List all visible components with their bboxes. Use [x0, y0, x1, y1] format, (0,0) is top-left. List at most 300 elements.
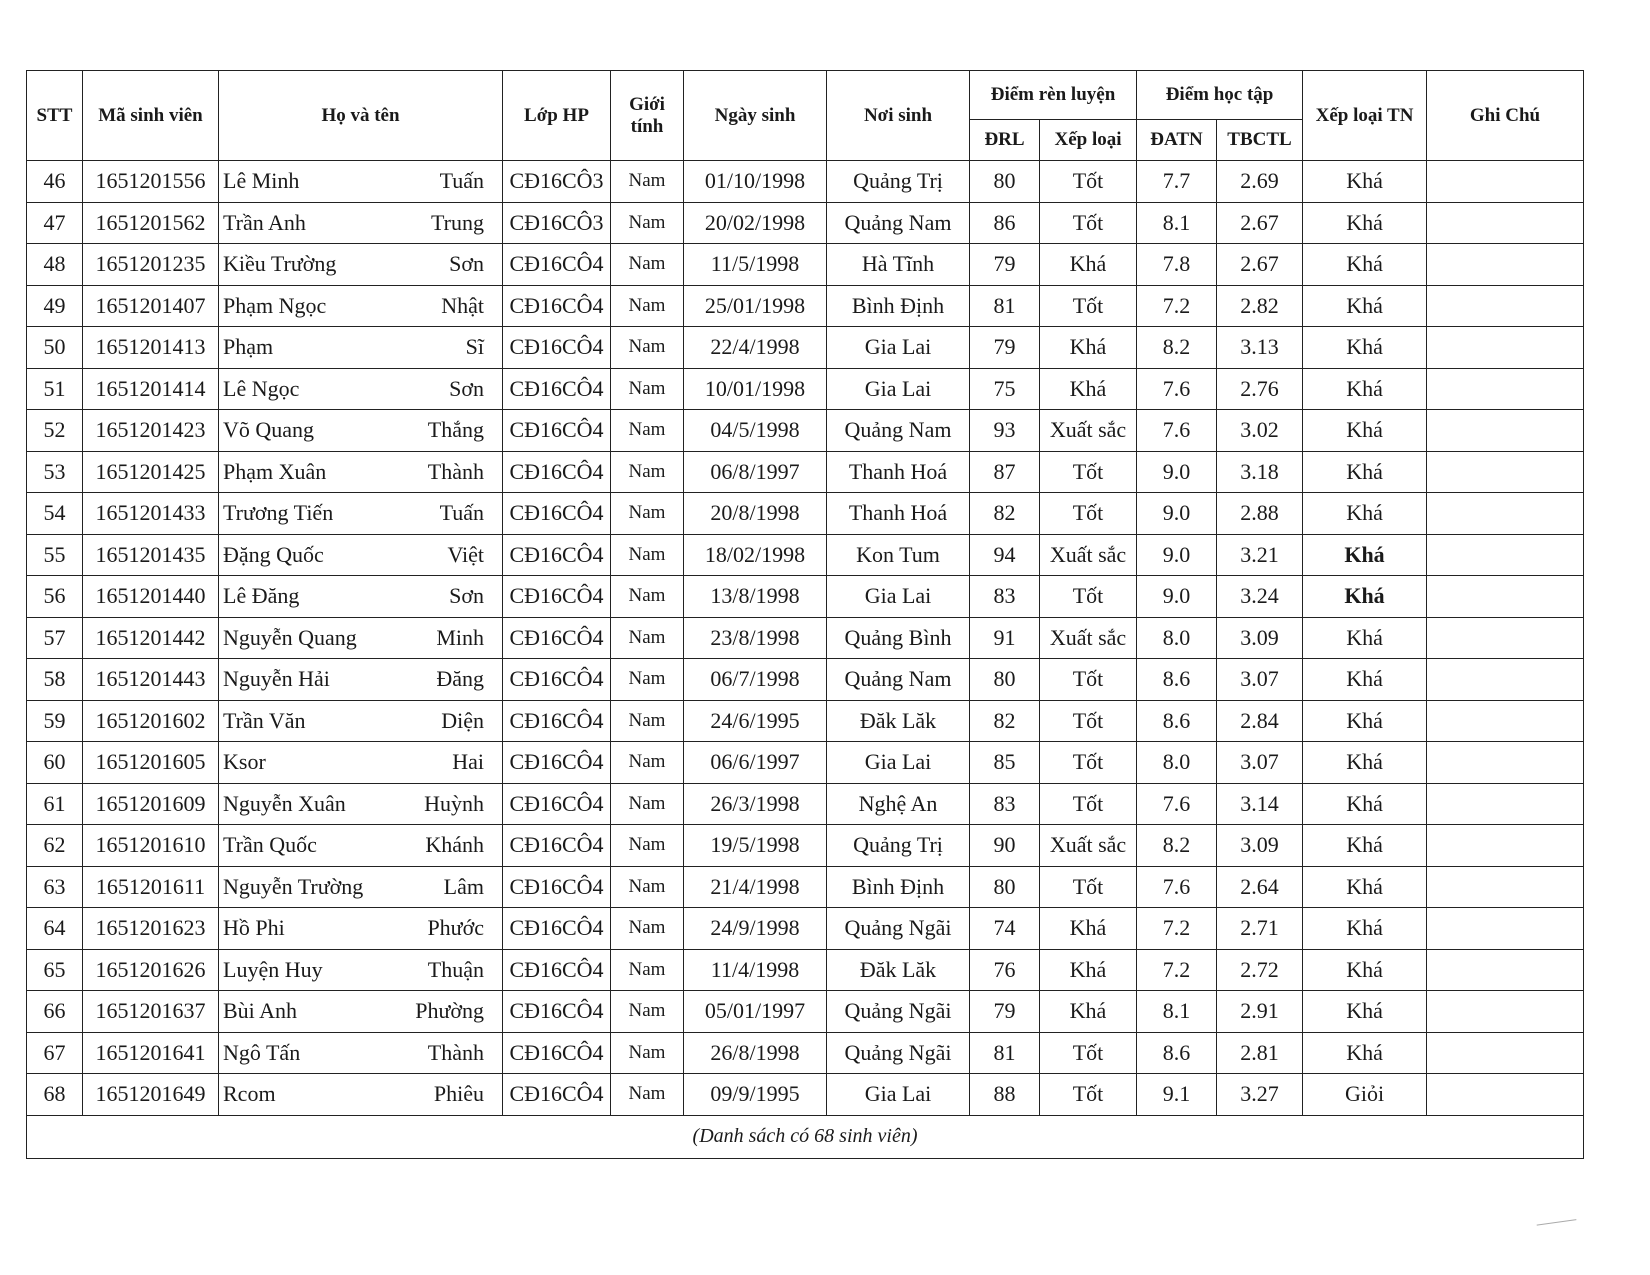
cell-student-id: 1651201433	[83, 493, 219, 535]
cell-stt: 51	[27, 368, 83, 410]
cell-graduation-rank: Khá	[1303, 327, 1427, 369]
cell-notes	[1427, 617, 1584, 659]
cell-gender: Nam	[611, 576, 684, 618]
cell-datn: 7.6	[1137, 410, 1217, 452]
cell-gender: Nam	[611, 285, 684, 327]
cell-datn: 8.6	[1137, 659, 1217, 701]
cell-notes	[1427, 161, 1584, 203]
cell-conduct-rank: Xuất sắc	[1040, 825, 1137, 867]
cell-gender: Nam	[611, 783, 684, 825]
cell-class: CĐ16CÔ3	[503, 161, 611, 203]
cell-drl: 93	[970, 410, 1040, 452]
cell-student-id: 1651201637	[83, 991, 219, 1033]
cell-graduation-rank: Khá	[1303, 742, 1427, 784]
cell-class: CĐ16CÔ3	[503, 202, 611, 244]
first-name: Thành	[427, 458, 484, 484]
cell-class: CĐ16CÔ4	[503, 327, 611, 369]
cell-graduation-rank: Khá	[1303, 866, 1427, 908]
first-name: Diện	[441, 707, 484, 733]
cell-class: CĐ16CÔ4	[503, 700, 611, 742]
cell-drl: 90	[970, 825, 1040, 867]
cell-class: CĐ16CÔ4	[503, 783, 611, 825]
cell-birthdate: 24/6/1995	[684, 700, 827, 742]
table-row	[27, 576, 1584, 618]
cell-birthplace: Bình Định	[827, 285, 970, 327]
cell-birthdate: 11/5/1998	[684, 244, 827, 286]
cell-datn: 7.8	[1137, 244, 1217, 286]
last-middle-name: Ngô Tấn	[223, 1039, 301, 1065]
cell-tbctl: 3.07	[1217, 659, 1303, 701]
cell-notes	[1427, 368, 1584, 410]
cell-notes	[1427, 451, 1584, 493]
header-tbctl: TBCTL	[1217, 120, 1303, 161]
cell-graduation-rank: Khá	[1303, 576, 1427, 618]
cell-gender: Nam	[611, 1032, 684, 1074]
cell-gender: Nam	[611, 991, 684, 1033]
cell-conduct-rank: Khá	[1040, 327, 1137, 369]
cell-gender: Nam	[611, 327, 684, 369]
cell-birthdate: 04/5/1998	[684, 410, 827, 452]
cell-student-id: 1651201609	[83, 783, 219, 825]
cell-full-name	[219, 825, 503, 867]
cell-graduation-rank: Khá	[1303, 244, 1427, 286]
cell-gender: Nam	[611, 617, 684, 659]
cell-full-name	[219, 1032, 503, 1074]
last-middle-name: Nguyễn Hải	[223, 666, 330, 692]
cell-graduation-rank: Khá	[1303, 493, 1427, 535]
first-name: Phước	[427, 915, 484, 941]
cell-notes	[1427, 202, 1584, 244]
first-name: Lâm	[443, 873, 484, 899]
cell-class: CĐ16CÔ4	[503, 285, 611, 327]
table-row	[27, 825, 1584, 867]
last-middle-name: Rcom	[223, 1081, 276, 1107]
cell-student-id: 1651201562	[83, 202, 219, 244]
cell-full-name	[219, 866, 503, 908]
cell-drl: 88	[970, 1074, 1040, 1116]
cell-birthplace: Quảng Nam	[827, 202, 970, 244]
cell-notes	[1427, 1074, 1584, 1116]
last-middle-name: Trần Quốc	[223, 832, 317, 858]
first-name: Sơn	[449, 375, 484, 401]
cell-student-id: 1651201425	[83, 451, 219, 493]
table-body	[27, 161, 1584, 1116]
cell-birthdate: 19/5/1998	[684, 825, 827, 867]
cell-tbctl: 2.64	[1217, 866, 1303, 908]
cell-full-name	[219, 617, 503, 659]
pen-mark	[1534, 1197, 1577, 1225]
cell-class: CĐ16CÔ4	[503, 659, 611, 701]
last-middle-name: Trần Anh	[223, 209, 306, 235]
cell-student-id: 1651201442	[83, 617, 219, 659]
cell-class: CĐ16CÔ4	[503, 1032, 611, 1074]
cell-full-name	[219, 949, 503, 991]
cell-class: CĐ16CÔ4	[503, 244, 611, 286]
cell-birthdate: 26/8/1998	[684, 1032, 827, 1074]
table-row	[27, 410, 1584, 452]
table-row	[27, 161, 1584, 203]
last-middle-name: Phạm	[223, 334, 274, 360]
cell-datn: 8.2	[1137, 327, 1217, 369]
cell-full-name	[219, 368, 503, 410]
cell-birthplace: Đăk Lăk	[827, 949, 970, 991]
cell-drl: 79	[970, 244, 1040, 286]
cell-birthplace: Kon Tum	[827, 534, 970, 576]
table-row	[27, 700, 1584, 742]
cell-drl: 83	[970, 576, 1040, 618]
cell-student-id: 1651201443	[83, 659, 219, 701]
cell-graduation-rank: Giỏi	[1303, 1074, 1427, 1116]
cell-tbctl: 3.02	[1217, 410, 1303, 452]
cell-tbctl: 3.14	[1217, 783, 1303, 825]
cell-stt: 65	[27, 949, 83, 991]
cell-graduation-rank: Khá	[1303, 534, 1427, 576]
cell-birthdate: 06/7/1998	[684, 659, 827, 701]
cell-birthplace: Gia Lai	[827, 576, 970, 618]
cell-birthdate: 11/4/1998	[684, 949, 827, 991]
cell-notes	[1427, 1032, 1584, 1074]
cell-birthdate: 05/01/1997	[684, 991, 827, 1033]
cell-birthplace: Nghệ An	[827, 783, 970, 825]
cell-birthdate: 13/8/1998	[684, 576, 827, 618]
cell-drl: 80	[970, 866, 1040, 908]
cell-tbctl: 2.82	[1217, 285, 1303, 327]
cell-conduct-rank: Khá	[1040, 368, 1137, 410]
cell-tbctl: 3.09	[1217, 825, 1303, 867]
last-middle-name: Hồ Phi	[223, 915, 285, 941]
cell-full-name	[219, 576, 503, 618]
cell-graduation-rank: Khá	[1303, 368, 1427, 410]
cell-student-id: 1651201414	[83, 368, 219, 410]
cell-graduation-rank: Khá	[1303, 285, 1427, 327]
cell-gender: Nam	[611, 866, 684, 908]
cell-stt: 56	[27, 576, 83, 618]
cell-birthplace: Thanh Hoá	[827, 451, 970, 493]
cell-datn: 7.2	[1137, 949, 1217, 991]
cell-student-id: 1651201626	[83, 949, 219, 991]
cell-graduation-rank: Khá	[1303, 991, 1427, 1033]
first-name: Thuận	[427, 956, 484, 982]
cell-drl: 81	[970, 1032, 1040, 1074]
first-name: Huỳnh	[424, 790, 484, 816]
cell-gender: Nam	[611, 493, 684, 535]
first-name: Tuấn	[439, 500, 484, 526]
header-datn: ĐATN	[1137, 120, 1217, 161]
cell-class: CĐ16CÔ4	[503, 1074, 611, 1116]
cell-birthdate: 21/4/1998	[684, 866, 827, 908]
cell-graduation-rank: Khá	[1303, 451, 1427, 493]
last-middle-name: Trương Tiến	[223, 500, 334, 526]
last-middle-name: Đặng Quốc	[223, 541, 324, 567]
cell-student-id: 1651201602	[83, 700, 219, 742]
cell-tbctl: 2.69	[1217, 161, 1303, 203]
cell-student-id: 1651201610	[83, 825, 219, 867]
cell-tbctl: 3.13	[1217, 327, 1303, 369]
cell-stt: 59	[27, 700, 83, 742]
cell-full-name	[219, 700, 503, 742]
cell-graduation-rank: Khá	[1303, 659, 1427, 701]
cell-gender: Nam	[611, 949, 684, 991]
cell-conduct-rank: Tốt	[1040, 783, 1137, 825]
last-middle-name: Lê Minh	[223, 168, 300, 194]
cell-stt: 64	[27, 908, 83, 950]
first-name: Phường	[415, 998, 484, 1024]
last-middle-name: Ksor	[223, 749, 266, 775]
cell-gender: Nam	[611, 202, 684, 244]
cell-graduation-rank: Khá	[1303, 410, 1427, 452]
cell-datn: 7.2	[1137, 285, 1217, 327]
cell-class: CĐ16CÔ4	[503, 825, 611, 867]
cell-class: CĐ16CÔ4	[503, 493, 611, 535]
last-middle-name: Nguyễn Quang	[223, 624, 357, 650]
cell-drl: 83	[970, 783, 1040, 825]
table-row	[27, 202, 1584, 244]
cell-class: CĐ16CÔ4	[503, 949, 611, 991]
first-name: Hai	[452, 749, 484, 775]
cell-drl: 79	[970, 991, 1040, 1033]
last-middle-name: Phạm Ngọc	[223, 292, 327, 318]
cell-full-name	[219, 991, 503, 1033]
cell-birthplace: Gia Lai	[827, 1074, 970, 1116]
cell-birthplace: Quảng Ngãi	[827, 991, 970, 1033]
cell-notes	[1427, 742, 1584, 784]
cell-datn: 8.6	[1137, 700, 1217, 742]
cell-birthplace: Quảng Trị	[827, 825, 970, 867]
cell-gender: Nam	[611, 244, 684, 286]
cell-full-name	[219, 659, 503, 701]
table-row	[27, 617, 1584, 659]
cell-student-id: 1651201407	[83, 285, 219, 327]
cell-notes	[1427, 534, 1584, 576]
last-middle-name: Nguyễn Trường	[223, 873, 364, 899]
table-row	[27, 285, 1584, 327]
cell-notes	[1427, 576, 1584, 618]
cell-full-name	[219, 908, 503, 950]
last-middle-name: Lê Ngọc	[223, 375, 300, 401]
cell-drl: 86	[970, 202, 1040, 244]
cell-datn: 9.0	[1137, 576, 1217, 618]
cell-birthplace: Gia Lai	[827, 742, 970, 784]
cell-conduct-rank: Tốt	[1040, 1074, 1137, 1116]
table-row	[27, 368, 1584, 410]
cell-drl: 81	[970, 285, 1040, 327]
cell-conduct-rank: Tốt	[1040, 700, 1137, 742]
cell-gender: Nam	[611, 659, 684, 701]
cell-student-id: 1651201641	[83, 1032, 219, 1074]
cell-conduct-rank: Khá	[1040, 244, 1137, 286]
student-list-sheet	[26, 70, 1583, 1159]
table-row	[27, 908, 1584, 950]
cell-birthdate: 01/10/1998	[684, 161, 827, 203]
header-student-id: Mã sinh viên	[83, 71, 219, 161]
cell-conduct-rank: Xuất sắc	[1040, 534, 1137, 576]
cell-birthplace: Quảng Bình	[827, 617, 970, 659]
cell-tbctl: 2.84	[1217, 700, 1303, 742]
cell-full-name	[219, 534, 503, 576]
cell-notes	[1427, 659, 1584, 701]
cell-conduct-rank: Tốt	[1040, 202, 1137, 244]
graduation-table	[26, 70, 1584, 1159]
cell-gender: Nam	[611, 825, 684, 867]
cell-student-id: 1651201423	[83, 410, 219, 452]
cell-stt: 55	[27, 534, 83, 576]
first-name: Đăng	[436, 666, 484, 692]
cell-student-id: 1651201556	[83, 161, 219, 203]
cell-class: CĐ16CÔ4	[503, 368, 611, 410]
cell-gender: Nam	[611, 700, 684, 742]
cell-birthplace: Quảng Nam	[827, 410, 970, 452]
cell-drl: 80	[970, 659, 1040, 701]
table-row	[27, 742, 1584, 784]
cell-student-id: 1651201413	[83, 327, 219, 369]
table-row	[27, 1074, 1584, 1116]
cell-class: CĐ16CÔ4	[503, 534, 611, 576]
cell-stt: 67	[27, 1032, 83, 1074]
table-row	[27, 493, 1584, 535]
cell-student-id: 1651201611	[83, 866, 219, 908]
cell-birthplace: Quảng Ngãi	[827, 908, 970, 950]
cell-class: CĐ16CÔ4	[503, 991, 611, 1033]
cell-tbctl: 2.67	[1217, 244, 1303, 286]
cell-birthdate: 06/8/1997	[684, 451, 827, 493]
cell-stt: 68	[27, 1074, 83, 1116]
cell-notes	[1427, 908, 1584, 950]
cell-conduct-rank: Tốt	[1040, 285, 1137, 327]
first-name: Tuấn	[439, 168, 484, 194]
cell-stt: 53	[27, 451, 83, 493]
cell-conduct-rank: Tốt	[1040, 1032, 1137, 1074]
last-middle-name: Phạm Xuân	[223, 458, 327, 484]
cell-tbctl: 2.67	[1217, 202, 1303, 244]
cell-notes	[1427, 244, 1584, 286]
cell-tbctl: 3.24	[1217, 576, 1303, 618]
cell-stt: 47	[27, 202, 83, 244]
cell-drl: 91	[970, 617, 1040, 659]
cell-tbctl: 3.18	[1217, 451, 1303, 493]
cell-class: CĐ16CÔ4	[503, 410, 611, 452]
cell-notes	[1427, 327, 1584, 369]
table-row	[27, 534, 1584, 576]
cell-stt: 50	[27, 327, 83, 369]
header-birthdate: Ngày sinh	[684, 71, 827, 161]
cell-graduation-rank: Khá	[1303, 617, 1427, 659]
cell-notes	[1427, 410, 1584, 452]
cell-class: CĐ16CÔ4	[503, 451, 611, 493]
cell-birthplace: Bình Định	[827, 866, 970, 908]
cell-birthdate: 26/3/1998	[684, 783, 827, 825]
header-gender: Giới tính	[611, 71, 684, 161]
last-middle-name: Nguyễn Xuân	[223, 790, 346, 816]
header-full-name: Họ và tên	[219, 71, 503, 161]
last-middle-name: Võ Quang	[223, 417, 315, 443]
cell-class: CĐ16CÔ4	[503, 742, 611, 784]
cell-tbctl: 2.91	[1217, 991, 1303, 1033]
cell-drl: 74	[970, 908, 1040, 950]
cell-birthplace: Thanh Hoá	[827, 493, 970, 535]
cell-graduation-rank: Khá	[1303, 908, 1427, 950]
footer-note: (Danh sách có 68 sinh viên)	[27, 1115, 1584, 1158]
cell-tbctl: 2.71	[1217, 908, 1303, 950]
cell-birthplace: Gia Lai	[827, 327, 970, 369]
first-name: Sĩ	[465, 334, 484, 360]
cell-class: CĐ16CÔ4	[503, 576, 611, 618]
cell-datn: 8.1	[1137, 202, 1217, 244]
cell-datn: 9.0	[1137, 451, 1217, 493]
cell-full-name	[219, 783, 503, 825]
table-row	[27, 451, 1584, 493]
cell-student-id: 1651201623	[83, 908, 219, 950]
cell-stt: 66	[27, 991, 83, 1033]
cell-stt: 62	[27, 825, 83, 867]
cell-tbctl: 2.88	[1217, 493, 1303, 535]
cell-graduation-rank: Khá	[1303, 825, 1427, 867]
cell-birthdate: 09/9/1995	[684, 1074, 827, 1116]
cell-conduct-rank: Tốt	[1040, 742, 1137, 784]
cell-student-id: 1651201235	[83, 244, 219, 286]
first-name: Nhật	[441, 292, 484, 318]
cell-datn: 7.6	[1137, 368, 1217, 410]
cell-stt: 52	[27, 410, 83, 452]
cell-birthdate: 20/02/1998	[684, 202, 827, 244]
cell-drl: 76	[970, 949, 1040, 991]
cell-gender: Nam	[611, 161, 684, 203]
cell-conduct-rank: Tốt	[1040, 576, 1137, 618]
cell-graduation-rank: Khá	[1303, 161, 1427, 203]
cell-birthdate: 24/9/1998	[684, 908, 827, 950]
cell-datn: 7.2	[1137, 908, 1217, 950]
cell-datn: 7.6	[1137, 866, 1217, 908]
cell-full-name	[219, 493, 503, 535]
cell-datn: 8.1	[1137, 991, 1217, 1033]
cell-notes	[1427, 991, 1584, 1033]
cell-birthdate: 10/01/1998	[684, 368, 827, 410]
first-name: Sơn	[449, 583, 484, 609]
cell-birthdate: 22/4/1998	[684, 327, 827, 369]
cell-conduct-rank: Tốt	[1040, 161, 1137, 203]
first-name: Khánh	[425, 832, 484, 858]
cell-conduct-rank: Khá	[1040, 991, 1137, 1033]
header-conduct-rank: Xếp loại	[1040, 120, 1137, 161]
cell-graduation-rank: Khá	[1303, 700, 1427, 742]
table-row	[27, 949, 1584, 991]
last-middle-name: Luyện Huy	[223, 956, 323, 982]
cell-notes	[1427, 285, 1584, 327]
cell-student-id: 1651201440	[83, 576, 219, 618]
cell-class: CĐ16CÔ4	[503, 617, 611, 659]
cell-drl: 80	[970, 161, 1040, 203]
cell-full-name	[219, 202, 503, 244]
last-middle-name: Lê Đăng	[223, 583, 300, 609]
cell-student-id: 1651201649	[83, 1074, 219, 1116]
cell-gender: Nam	[611, 742, 684, 784]
cell-conduct-rank: Tốt	[1040, 493, 1137, 535]
table-row	[27, 659, 1584, 701]
cell-conduct-rank: Tốt	[1040, 451, 1137, 493]
cell-stt: 60	[27, 742, 83, 784]
cell-tbctl: 3.07	[1217, 742, 1303, 784]
cell-notes	[1427, 949, 1584, 991]
cell-birthdate: 20/8/1998	[684, 493, 827, 535]
cell-drl: 87	[970, 451, 1040, 493]
cell-gender: Nam	[611, 368, 684, 410]
cell-birthplace: Hà Tĩnh	[827, 244, 970, 286]
cell-datn: 9.0	[1137, 493, 1217, 535]
cell-graduation-rank: Khá	[1303, 783, 1427, 825]
cell-gender: Nam	[611, 1074, 684, 1116]
cell-notes	[1427, 866, 1584, 908]
table-row	[27, 991, 1584, 1033]
cell-tbctl: 3.27	[1217, 1074, 1303, 1116]
